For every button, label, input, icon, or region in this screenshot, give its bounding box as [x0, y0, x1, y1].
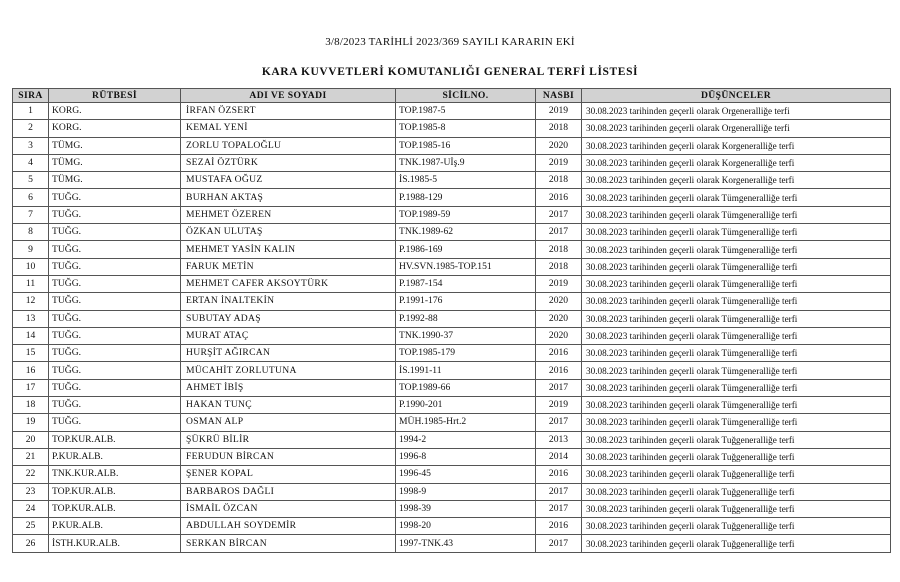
col-header-nasbi: NASBI — [536, 89, 582, 103]
cell-dusunceler: 30.08.2023 tarihinden geçerli olarak Tümgeneralliğe terfi — [582, 345, 891, 362]
cell-rutbe: KORG. — [49, 103, 181, 120]
cell-nasbi: 2019 — [536, 154, 582, 171]
cell-sicil-no: 1996-45 — [396, 466, 536, 483]
cell-adi-soyadi: MURAT ATAÇ — [181, 327, 396, 344]
cell-sira: 3 — [13, 137, 49, 154]
cell-adi-soyadi: AHMET İBİŞ — [181, 379, 396, 396]
table-row — [13, 379, 891, 396]
cell-sira: 22 — [13, 466, 49, 483]
cell-nasbi: 2016 — [536, 362, 582, 379]
cell-sicil-no: TOP.1985-179 — [396, 345, 536, 362]
cell-dusunceler: 30.08.2023 tarihinden geçerli olarak Tümgeneralliğe terfi — [582, 414, 891, 431]
cell-sira: 4 — [13, 154, 49, 171]
cell-adi-soyadi: MEHMET YASİN KALIN — [181, 241, 396, 258]
cell-adi-soyadi: ZORLU TOPALOĞLU — [181, 137, 396, 154]
cell-adi-soyadi: ERTAN İNALTEKİN — [181, 293, 396, 310]
cell-sicil-no: TOP.1989-66 — [396, 379, 536, 396]
cell-nasbi: 2017 — [536, 379, 582, 396]
cell-adi-soyadi: ŞÜKRÜ BİLİR — [181, 431, 396, 448]
cell-nasbi: 2016 — [536, 466, 582, 483]
table-row — [13, 103, 891, 120]
cell-rutbe: İSTH.KUR.ALB. — [49, 535, 181, 552]
cell-dusunceler: 30.08.2023 tarihinden geçerli olarak Korgeneralliğe terfi — [582, 154, 891, 171]
cell-rutbe: TOP.KUR.ALB. — [49, 500, 181, 517]
cell-sira: 26 — [13, 535, 49, 552]
table-row — [13, 310, 891, 327]
col-header-adi-soyadi: ADI VE SOYADI — [181, 89, 396, 103]
table-row — [13, 362, 891, 379]
cell-rutbe: TNK.KUR.ALB. — [49, 466, 181, 483]
cell-dusunceler: 30.08.2023 tarihinden geçerli olarak Orgeneralliğe terfi — [582, 120, 891, 137]
cell-sicil-no: TOP.1985-16 — [396, 137, 536, 154]
cell-adi-soyadi: ÖZKAN ULUTAŞ — [181, 224, 396, 241]
cell-rutbe: P.KUR.ALB. — [49, 448, 181, 465]
cell-adi-soyadi: MEHMET ÖZEREN — [181, 206, 396, 223]
table-row — [13, 224, 891, 241]
cell-dusunceler: 30.08.2023 tarihinden geçerli olarak Tuğgeneralliğe terfi — [582, 483, 891, 500]
table-row — [13, 535, 891, 552]
cell-sicil-no: 1994-2 — [396, 431, 536, 448]
cell-dusunceler: 30.08.2023 tarihinden geçerli olarak Tümgeneralliğe terfi — [582, 258, 891, 275]
cell-rutbe: TUĞG. — [49, 345, 181, 362]
cell-nasbi: 2017 — [536, 206, 582, 223]
table-row — [13, 206, 891, 223]
cell-nasbi: 2018 — [536, 120, 582, 137]
cell-adi-soyadi: İRFAN ÖZSERT — [181, 103, 396, 120]
cell-nasbi: 2018 — [536, 258, 582, 275]
table-row — [13, 258, 891, 275]
cell-adi-soyadi: BURHAN AKTAŞ — [181, 189, 396, 206]
cell-rutbe: TUĞG. — [49, 327, 181, 344]
cell-rutbe: TUĞG. — [49, 310, 181, 327]
cell-adi-soyadi: SERKAN BİRCAN — [181, 535, 396, 552]
cell-adi-soyadi: KEMAL YENİ — [181, 120, 396, 137]
cell-sicil-no: TNK.1987-Uİş.9 — [396, 154, 536, 171]
cell-rutbe: TUĞG. — [49, 414, 181, 431]
table-header — [13, 89, 891, 103]
cell-rutbe: TUĞG. — [49, 189, 181, 206]
cell-dusunceler: 30.08.2023 tarihinden geçerli olarak Tümgeneralliğe terfi — [582, 241, 891, 258]
cell-sira: 2 — [13, 120, 49, 137]
cell-adi-soyadi: HURŞİT AĞIRCAN — [181, 345, 396, 362]
cell-sicil-no: 1997-TNK.43 — [396, 535, 536, 552]
cell-sira: 16 — [13, 362, 49, 379]
cell-sicil-no: P.1990-201 — [396, 397, 536, 414]
cell-adi-soyadi: MEHMET CAFER AKSOYTÜRK — [181, 275, 396, 292]
cell-dusunceler: 30.08.2023 tarihinden geçerli olarak Tuğgeneralliğe terfi — [582, 448, 891, 465]
cell-dusunceler: 30.08.2023 tarihinden geçerli olarak Tümgeneralliğe terfi — [582, 327, 891, 344]
cell-rutbe: TUĞG. — [49, 397, 181, 414]
cell-rutbe: TUĞG. — [49, 241, 181, 258]
cell-adi-soyadi: SEZAİ ÖZTÜRK — [181, 154, 396, 171]
cell-sicil-no: TOP.1985-8 — [396, 120, 536, 137]
table-row — [13, 275, 891, 292]
cell-sicil-no: P.1988-129 — [396, 189, 536, 206]
table-row — [13, 154, 891, 171]
col-header-sicil-no: SİCİLNO. — [396, 89, 536, 103]
cell-rutbe: TOP.KUR.ALB. — [49, 483, 181, 500]
cell-sira: 23 — [13, 483, 49, 500]
table-row — [13, 397, 891, 414]
table-body — [13, 103, 891, 553]
table-row — [13, 448, 891, 465]
cell-sicil-no: P.1992-88 — [396, 310, 536, 327]
cell-nasbi: 2020 — [536, 310, 582, 327]
cell-sira: 10 — [13, 258, 49, 275]
cell-dusunceler: 30.08.2023 tarihinden geçerli olarak Tümgeneralliğe terfi — [582, 310, 891, 327]
cell-nasbi: 2020 — [536, 327, 582, 344]
cell-adi-soyadi: FARUK METİN — [181, 258, 396, 275]
cell-nasbi: 2017 — [536, 483, 582, 500]
cell-sicil-no: TNK.1989-62 — [396, 224, 536, 241]
cell-sicil-no: TOP.1987-5 — [396, 103, 536, 120]
cell-sicil-no: MÜH.1985-Hrt.2 — [396, 414, 536, 431]
cell-sicil-no: TNK.1990-37 — [396, 327, 536, 344]
table-row — [13, 345, 891, 362]
cell-rutbe: TUĞG. — [49, 362, 181, 379]
cell-rutbe: TÜMG. — [49, 154, 181, 171]
cell-rutbe: TUĞG. — [49, 275, 181, 292]
cell-nasbi: 2017 — [536, 224, 582, 241]
cell-sira: 1 — [13, 103, 49, 120]
col-header-dusunceler: DÜŞÜNCELER — [582, 89, 891, 103]
cell-sira: 15 — [13, 345, 49, 362]
cell-nasbi: 2016 — [536, 518, 582, 535]
cell-sicil-no: 1998-39 — [396, 500, 536, 517]
cell-sira: 19 — [13, 414, 49, 431]
table-row — [13, 431, 891, 448]
cell-sira: 12 — [13, 293, 49, 310]
cell-sira: 7 — [13, 206, 49, 223]
cell-sicil-no: P.1986-169 — [396, 241, 536, 258]
cell-nasbi: 2016 — [536, 345, 582, 362]
cell-sira: 17 — [13, 379, 49, 396]
cell-nasbi: 2018 — [536, 241, 582, 258]
cell-sira: 20 — [13, 431, 49, 448]
cell-dusunceler: 30.08.2023 tarihinden geçerli olarak Orgeneralliğe terfi — [582, 103, 891, 120]
cell-adi-soyadi: FERUDUN BİRCAN — [181, 448, 396, 465]
cell-sicil-no: P.1991-176 — [396, 293, 536, 310]
cell-nasbi: 2014 — [536, 448, 582, 465]
table-row — [13, 500, 891, 517]
cell-rutbe: TUĞG. — [49, 224, 181, 241]
decision-reference: 3/8/2023 TARİHLİ 2023/369 SAYILI KARARIN EKİ — [325, 36, 575, 48]
table-row — [13, 327, 891, 344]
cell-sicil-no: 1998-9 — [396, 483, 536, 500]
cell-rutbe: TUĞG. — [49, 293, 181, 310]
table-row — [13, 189, 891, 206]
table-row — [13, 293, 891, 310]
cell-rutbe: TÜMG. — [49, 137, 181, 154]
cell-nasbi: 2020 — [536, 293, 582, 310]
cell-nasbi: 2019 — [536, 103, 582, 120]
cell-sira: 18 — [13, 397, 49, 414]
cell-adi-soyadi: SUBUTAY ADAŞ — [181, 310, 396, 327]
col-header-rutbe: RÜTBESİ — [49, 89, 181, 103]
cell-dusunceler: 30.08.2023 tarihinden geçerli olarak Tuğgeneralliğe terfi — [582, 500, 891, 517]
table-row — [13, 518, 891, 535]
cell-dusunceler: 30.08.2023 tarihinden geçerli olarak Tuğgeneralliğe terfi — [582, 431, 891, 448]
cell-sicil-no: P.1987-154 — [396, 275, 536, 292]
cell-sicil-no: İS.1985-5 — [396, 172, 536, 189]
cell-dusunceler: 30.08.2023 tarihinden geçerli olarak Tuğgeneralliğe terfi — [582, 535, 891, 552]
cell-nasbi: 2017 — [536, 500, 582, 517]
cell-sira: 9 — [13, 241, 49, 258]
cell-adi-soyadi: ABDULLAH SOYDEMİR — [181, 518, 396, 535]
cell-adi-soyadi: HAKAN TUNÇ — [181, 397, 396, 414]
cell-rutbe: TOP.KUR.ALB. — [49, 431, 181, 448]
cell-rutbe: KORG. — [49, 120, 181, 137]
cell-sira: 6 — [13, 189, 49, 206]
cell-rutbe: P.KUR.ALB. — [49, 518, 181, 535]
cell-sira: 14 — [13, 327, 49, 344]
cell-dusunceler: 30.08.2023 tarihinden geçerli olarak Tümgeneralliğe terfi — [582, 397, 891, 414]
header-row — [13, 89, 891, 103]
cell-sicil-no: TOP.1989-59 — [396, 206, 536, 223]
cell-dusunceler: 30.08.2023 tarihinden geçerli olarak Tümgeneralliğe terfi — [582, 189, 891, 206]
cell-dusunceler: 30.08.2023 tarihinden geçerli olarak Korgeneralliğe terfi — [582, 137, 891, 154]
cell-nasbi: 2017 — [536, 535, 582, 552]
cell-nasbi: 2019 — [536, 275, 582, 292]
table-row — [13, 137, 891, 154]
cell-nasbi: 2018 — [536, 172, 582, 189]
table-row — [13, 414, 891, 431]
cell-dusunceler: 30.08.2023 tarihinden geçerli olarak Tümgeneralliğe terfi — [582, 206, 891, 223]
cell-sicil-no: 1996-8 — [396, 448, 536, 465]
cell-nasbi: 2019 — [536, 397, 582, 414]
cell-dusunceler: 30.08.2023 tarihinden geçerli olarak Tuğgeneralliğe terfi — [582, 466, 891, 483]
table-row — [13, 466, 891, 483]
cell-sicil-no: İS.1991-11 — [396, 362, 536, 379]
cell-adi-soyadi: İSMAİL ÖZCAN — [181, 500, 396, 517]
table-row — [13, 172, 891, 189]
document-title: KARA KUVVETLERİ KOMUTANLIĞI GENERAL TERFİ LİSTESİ — [261, 66, 639, 78]
promotion-table — [12, 88, 891, 553]
cell-nasbi: 2013 — [536, 431, 582, 448]
cell-adi-soyadi: BARBAROS DAĞLI — [181, 483, 396, 500]
cell-dusunceler: 30.08.2023 tarihinden geçerli olarak Tümgeneralliğe terfi — [582, 293, 891, 310]
cell-sira: 13 — [13, 310, 49, 327]
cell-dusunceler: 30.08.2023 tarihinden geçerli olarak Tümgeneralliğe terfi — [582, 362, 891, 379]
cell-dusunceler: 30.08.2023 tarihinden geçerli olarak Korgeneralliğe terfi — [582, 172, 891, 189]
table-row — [13, 120, 891, 137]
cell-adi-soyadi: ŞENER KOPAL — [181, 466, 396, 483]
cell-nasbi: 2017 — [536, 414, 582, 431]
cell-dusunceler: 30.08.2023 tarihinden geçerli olarak Tümgeneralliğe terfi — [582, 275, 891, 292]
cell-sira: 25 — [13, 518, 49, 535]
cell-adi-soyadi: MÜCAHİT ZORLUTUNA — [181, 362, 396, 379]
cell-rutbe: TUĞG. — [49, 379, 181, 396]
cell-sira: 5 — [13, 172, 49, 189]
cell-rutbe: TUĞG. — [49, 206, 181, 223]
cell-sira: 8 — [13, 224, 49, 241]
cell-sicil-no: HV.SVN.1985-TOP.151 — [396, 258, 536, 275]
cell-dusunceler: 30.08.2023 tarihinden geçerli olarak Tuğgeneralliğe terfi — [582, 518, 891, 535]
cell-nasbi: 2020 — [536, 137, 582, 154]
cell-rutbe: TUĞG. — [49, 258, 181, 275]
cell-dusunceler: 30.08.2023 tarihinden geçerli olarak Tümgeneralliğe terfi — [582, 224, 891, 241]
cell-rutbe: TÜMG. — [49, 172, 181, 189]
cell-sira: 21 — [13, 448, 49, 465]
cell-nasbi: 2016 — [536, 189, 582, 206]
table-row — [13, 241, 891, 258]
cell-dusunceler: 30.08.2023 tarihinden geçerli olarak Tümgeneralliğe terfi — [582, 379, 891, 396]
cell-adi-soyadi: MUSTAFA OĞUZ — [181, 172, 396, 189]
cell-sira: 11 — [13, 275, 49, 292]
col-header-sira: SIRA — [13, 89, 49, 103]
cell-adi-soyadi: OSMAN ALP — [181, 414, 396, 431]
table-row — [13, 483, 891, 500]
cell-sicil-no: 1998-20 — [396, 518, 536, 535]
cell-sira: 24 — [13, 500, 49, 517]
